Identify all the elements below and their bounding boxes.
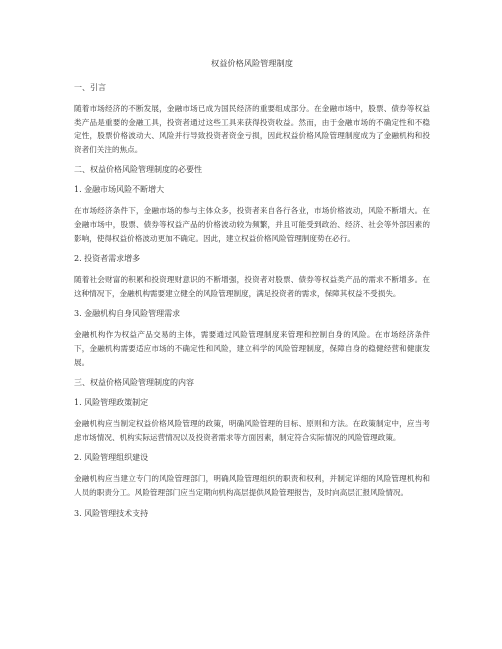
paragraph: 随着市场经济的不断发展，金融市场已成为国民经济的重要组成部分。在金融市场中，股票、债券等权益类产品是重要的金融工具，投资者通过这些工具来获得投资收益。然而，由于金融市场的不确定性和不稳定性，股票价格波动大、风险并行导致投资者资金亏损，因此权益价格风险管理制度成为了金融机构和投资者们关注的焦点。: [74, 104, 430, 154]
document-content: [74, 57, 430, 528]
subheading: 2. 风险管理组织建设: [74, 453, 149, 463]
subheading: 3. 金融机构自身风险管理需求: [74, 309, 181, 319]
paragraph: 金融机构应当制定权益价格风险管理的政策，明确风险管理的目标、原则和方法。在政策制定中，应当考虑市场情况、机构实际运营情况以及投资者需求等方面因素，制定符合实际情况的风险管理政策。: [74, 419, 430, 442]
paragraph: 在市场经济条件下，金融市场的参与主体众多，投资者来自各行各业，市场价格波动，风险不断增大。在金融市场中，股票、债券等权益产品的价格波动较为频繁，并且可能受到政治、经济、社会等外部因素的影响，使得权益价格波动更加不确定。因此，建立权益价格风险管理制度势在必行。: [74, 206, 430, 243]
section-heading-necessity: 二、权益价格风险管理制度的必要性: [74, 165, 202, 175]
paragraph: 随着社会财富的积累和投资理财意识的不断增强，投资者对股票、债券等权益类产品的需求不断增多。在这种情况下，金融机构需要建立健全的风险管理制度，满足投资者的需求，保障其权益不受损失。: [74, 275, 430, 298]
paragraph: 金融机构作为权益产品交易的主体，需要通过风险管理制度来管理和控制自身的风险。在市场经济条件下，金融机构需要适应市场的不确定性和风险，建立科学的风险管理制度，保障自身的稳健经营和健康发展。: [74, 330, 430, 367]
section-heading-contents: 三、权益价格风险管理制度的内容: [74, 378, 194, 388]
subheading: 2. 投资者需求增多: [74, 254, 141, 264]
subheading: 1. 风险管理政策制定: [74, 398, 149, 408]
subheading: 3. 风险管理技术支持: [74, 508, 149, 518]
subheading: 1. 金融市场风险不断增大: [74, 185, 165, 195]
paragraph: 金融机构应当建立专门的风险管理部门，明确风险管理组织的职责和权利，并制定详细的风险管理机构和人员的职责分工。风险管理部门应当定期向机构高层提供风险管理报告，及时向高层汇报风险情况。: [74, 474, 430, 497]
document-title: 权益价格风险管理制度: [211, 58, 293, 68]
section-heading-intro: 一、引言: [74, 83, 106, 92]
